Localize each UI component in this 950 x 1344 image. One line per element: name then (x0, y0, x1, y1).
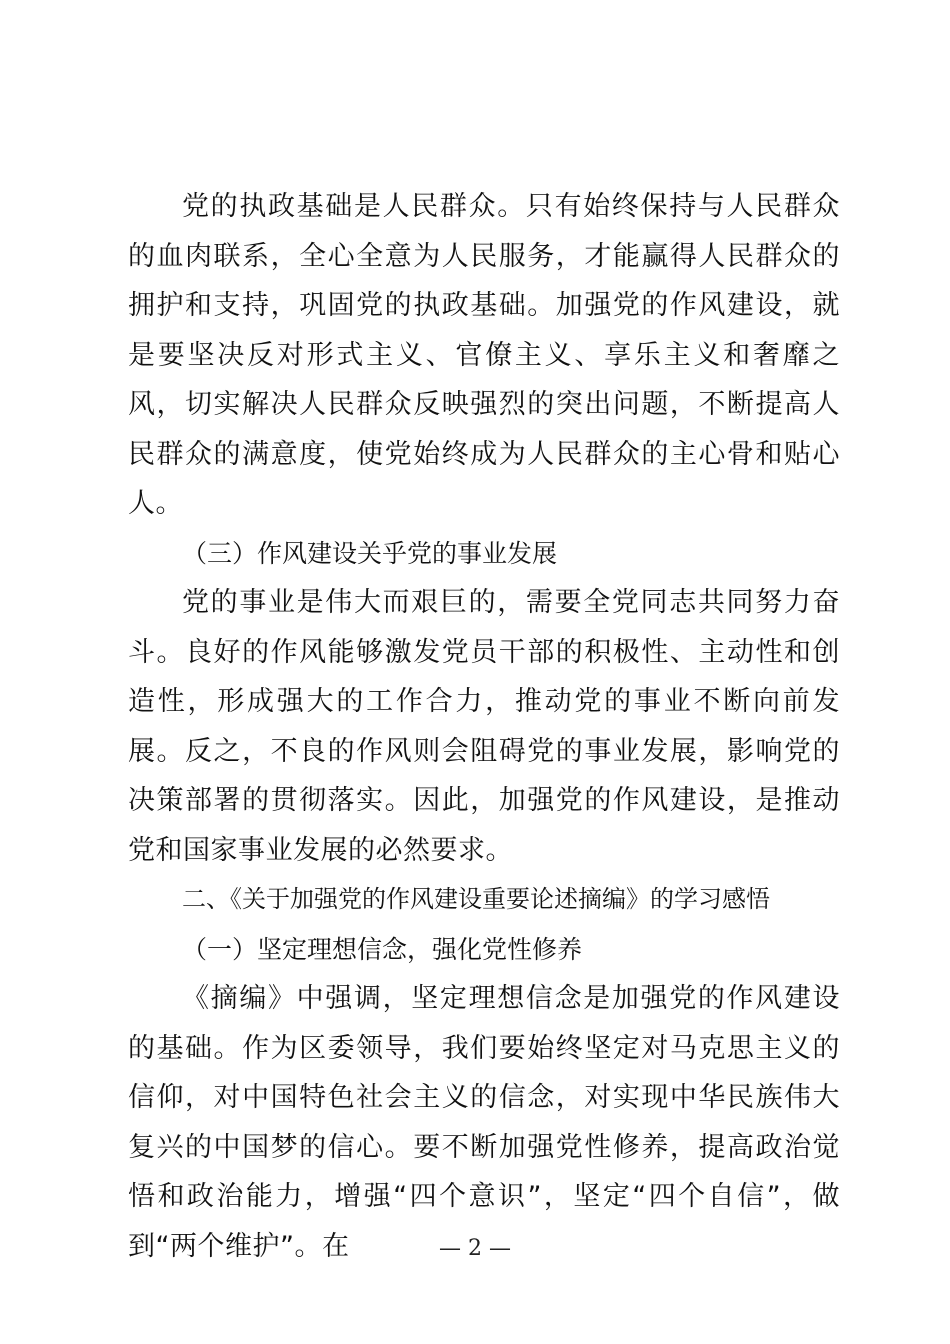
section-heading-2: 二、《关于加强党的作风建设重要论述摘编》的学习感悟 (182, 885, 770, 913)
subheading-1: （一）坚定理想信念，强化党性修养 (182, 934, 583, 964)
subheading-3: （三）作风建设关乎党的事业发展 (182, 538, 558, 568)
paragraph-ideals-belief: 《摘编》中强调，坚定理想信念是加强党的作风建设的基础。作为区委领导，我们要始终坚定对马克思主义的信仰，对中国特色社会主义的信念，对实现中华民族伟大复兴的中国梦的信心。要不断加强党性修养，提高政治觉悟和政治能力，增强“四个意识”，坚定“四个自信”，做到“两个维护”。在 (128, 983, 840, 1262)
page-number: — 2 — (439, 1236, 511, 1261)
paragraph-governance-base: 党的执政基础是人民群众。只有始终保持与人民群众的血肉联系，全心全意为人民服务，才能赢得人民群众的拥护和支持，巩固党的执政基础。加强党的作风建设，就是要坚决反对形式主义、官僚主义、享乐主义和奢靡之风，切实解决人民群众反映强烈的突出问题，不断提高人民群众的满意度，使党始终成为人民群众的主心骨和贴心人。 (128, 191, 840, 519)
document-body (128, 182, 840, 1271)
paragraph-party-cause: 党的事业是伟大而艰巨的，需要全党同志共同努力奋斗。良好的作风能够激发党员干部的积极性、主动性和创造性，形成强大的工作合力，推动党的事业不断向前发展。反之，不良的作风则会阻碍党的事业发展，影响党的决策部署的贯彻落实。因此，加强党的作风建设，是推动党和国家事业发展的必然要求。 (128, 587, 840, 866)
